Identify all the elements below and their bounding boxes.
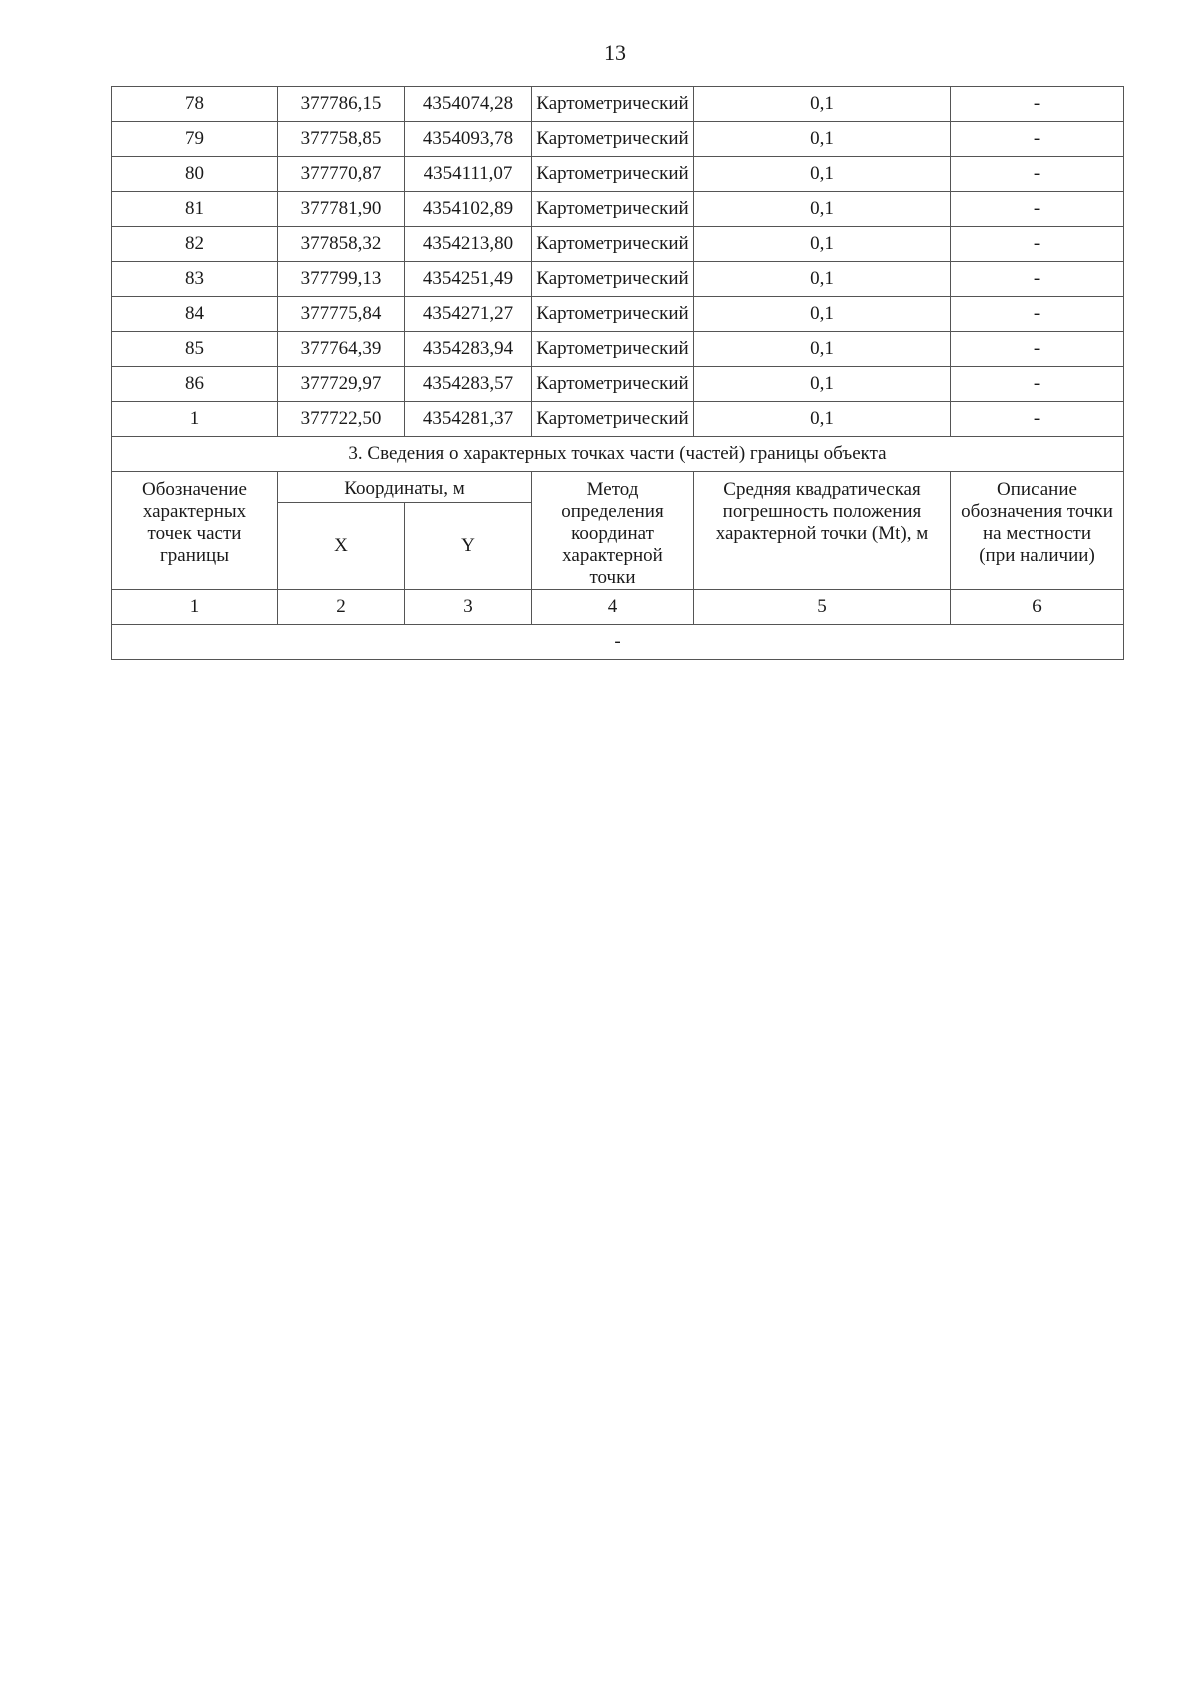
cell-y: 4354283,94 — [405, 332, 532, 367]
cell-n: 79 — [112, 122, 278, 157]
column-number: 3 — [405, 590, 532, 625]
cell-y: 4354093,78 — [405, 122, 532, 157]
cell-method: Картометрический — [532, 157, 694, 192]
cell-mt: 0,1 — [694, 402, 951, 437]
header-description: Описание обозначения точки на местности (при наличии) — [951, 472, 1124, 590]
cell-y: 4354213,80 — [405, 227, 532, 262]
coordinates-table — [111, 86, 1124, 660]
cell-mt: 0,1 — [694, 192, 951, 227]
cell-n: 81 — [112, 192, 278, 227]
cell-desc: - — [951, 367, 1124, 402]
cell-y: 4354283,57 — [405, 367, 532, 402]
cell-method: Картометрический — [532, 192, 694, 227]
cell-desc: - — [951, 297, 1124, 332]
cell-x: 377722,50 — [278, 402, 405, 437]
table-row — [112, 402, 1124, 437]
cell-method: Картометрический — [532, 367, 694, 402]
cell-method: Картометрический — [532, 262, 694, 297]
cell-mt: 0,1 — [694, 227, 951, 262]
table-row — [112, 157, 1124, 192]
header-error: Средняя квадратическая погрешность положения характерной точки (Mt), м — [694, 472, 951, 590]
cell-y: 4354281,37 — [405, 402, 532, 437]
cell-y: 4354111,07 — [405, 157, 532, 192]
cell-n: 85 — [112, 332, 278, 367]
cell-x: 377781,90 — [278, 192, 405, 227]
cell-mt: 0,1 — [694, 297, 951, 332]
cell-y: 4354271,27 — [405, 297, 532, 332]
cell-desc: - — [951, 262, 1124, 297]
cell-y: 4354074,28 — [405, 87, 532, 122]
cell-method: Картометрический — [532, 297, 694, 332]
table-row — [112, 192, 1124, 227]
cell-method: Картометрический — [532, 227, 694, 262]
cell-method: Картометрический — [532, 122, 694, 157]
cell-method: Картометрический — [532, 332, 694, 367]
empty-row: - — [112, 625, 1124, 660]
cell-x: 377858,32 — [278, 227, 405, 262]
header-coordinates: Координаты, м — [278, 472, 532, 503]
column-number: 4 — [532, 590, 694, 625]
cell-y: 4354102,89 — [405, 192, 532, 227]
table-row — [112, 122, 1124, 157]
cell-x: 377775,84 — [278, 297, 405, 332]
table-row — [112, 227, 1124, 262]
cell-desc: - — [951, 192, 1124, 227]
column-number: 1 — [112, 590, 278, 625]
cell-desc: - — [951, 402, 1124, 437]
cell-x: 377799,13 — [278, 262, 405, 297]
cell-n: 78 — [112, 87, 278, 122]
cell-method: Картометрический — [532, 87, 694, 122]
cell-x: 377729,97 — [278, 367, 405, 402]
table-row — [112, 262, 1124, 297]
point-rows — [112, 87, 1124, 437]
cell-x: 377786,15 — [278, 87, 405, 122]
table-row — [112, 332, 1124, 367]
header-x: X — [278, 503, 405, 590]
header-y: Y — [405, 503, 532, 590]
section-3-title: 3. Сведения о характерных точках части (частей) границы объекта — [112, 437, 1124, 472]
cell-desc: - — [951, 332, 1124, 367]
cell-desc: - — [951, 122, 1124, 157]
header-designation: Обозначение характерных точек части границы — [112, 472, 278, 590]
cell-mt: 0,1 — [694, 87, 951, 122]
cell-mt: 0,1 — [694, 332, 951, 367]
page-number: 13 — [604, 40, 626, 65]
cell-mt: 0,1 — [694, 262, 951, 297]
cell-n: 83 — [112, 262, 278, 297]
cell-desc: - — [951, 87, 1124, 122]
cell-y: 4354251,49 — [405, 262, 532, 297]
table-row — [112, 297, 1124, 332]
cell-mt: 0,1 — [694, 157, 951, 192]
cell-n: 80 — [112, 157, 278, 192]
column-number: 5 — [694, 590, 951, 625]
cell-n: 82 — [112, 227, 278, 262]
cell-n: 86 — [112, 367, 278, 402]
cell-mt: 0,1 — [694, 367, 951, 402]
cell-mt: 0,1 — [694, 122, 951, 157]
column-number: 2 — [278, 590, 405, 625]
column-number: 6 — [951, 590, 1124, 625]
cell-desc: - — [951, 227, 1124, 262]
cell-n: 84 — [112, 297, 278, 332]
table-row — [112, 87, 1124, 122]
cell-x: 377764,39 — [278, 332, 405, 367]
cell-x: 377770,87 — [278, 157, 405, 192]
header-method: Метод определения координат характерной точки — [532, 472, 694, 590]
cell-method: Картометрический — [532, 402, 694, 437]
cell-n: 1 — [112, 402, 278, 437]
cell-desc: - — [951, 157, 1124, 192]
cell-x: 377758,85 — [278, 122, 405, 157]
table-row — [112, 367, 1124, 402]
